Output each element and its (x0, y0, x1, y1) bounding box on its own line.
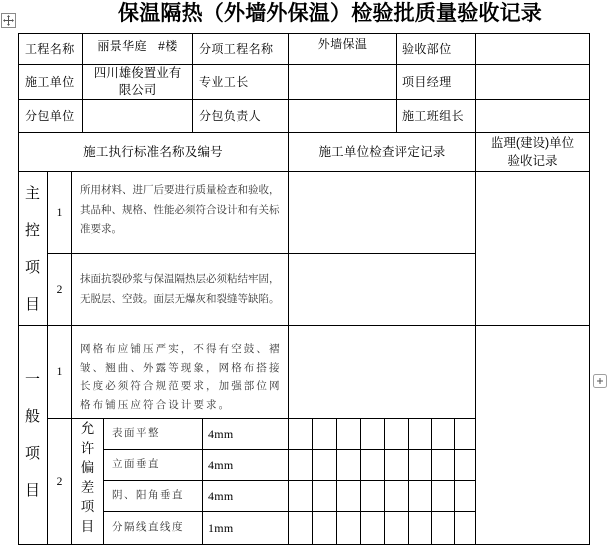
tolerance-check-cell[interactable] (409, 419, 432, 450)
tolerance-item-label: 表面平整 (104, 419, 203, 450)
acceptance-part-label: 验收部位 (397, 33, 476, 65)
general-item-text: 网格布应铺压严实，不得有空鼓、褶皱、翘曲、外露等现象，网格布搭接长度必须符合规范要求，加强部位网格布铺压应符合设计要求。 (80, 344, 282, 412)
tolerance-check-cell[interactable] (385, 512, 409, 545)
tolerance-check-cell[interactable] (313, 419, 337, 450)
supervisor-check-header-text: 监理(建设)单位验收记录 (490, 136, 575, 168)
tolerance-check-cell[interactable] (313, 512, 337, 545)
insert-column-icon[interactable] (593, 374, 607, 388)
subcontractor-label: 分包单位 (18, 100, 83, 133)
subcontractor-value[interactable] (83, 100, 193, 133)
tolerance-check-cell[interactable] (432, 450, 455, 481)
project-name-value[interactable]: 丽景华庭 #楼 (83, 33, 193, 65)
tolerance-check-cell[interactable] (455, 481, 476, 512)
main-control-item-number: 1 (48, 172, 72, 254)
contractor-check-column-header: 施工单位检查评定记录 (289, 133, 476, 172)
general-item-number: 1 (48, 326, 72, 419)
tolerance-check-cell[interactable] (455, 419, 476, 450)
main-control-label-text: 主控项目 (25, 184, 41, 313)
tolerance-item-value[interactable]: 4mm (203, 419, 289, 450)
tolerance-item-value[interactable]: 4mm (203, 481, 289, 512)
tolerance-check-cell[interactable] (361, 450, 385, 481)
tolerance-check-cell[interactable] (385, 450, 409, 481)
general-item-cell[interactable] (72, 326, 289, 419)
team-leader-label: 施工班组长 (397, 100, 476, 133)
tolerance-item-label: 分隔线直线度 (104, 512, 203, 545)
tolerance-check-cell[interactable] (337, 419, 361, 450)
tolerance-check-cell[interactable] (313, 481, 337, 512)
general-section-label (18, 326, 48, 545)
main-control-supervisor-record[interactable] (476, 172, 590, 326)
supervisor-check-column-header (476, 133, 590, 172)
main-control-item-text: 抹面抗裂砂浆与保温隔热层必须粘结牢固，无脱层、空鼓。面层无爆灰和裂缝等缺陷。 (80, 274, 280, 305)
tolerance-item-label: 立面垂直 (104, 450, 203, 481)
foreman-label: 专业工长 (193, 65, 289, 100)
acceptance-record-table (18, 33, 590, 545)
construction-unit-label: 施工单位 (18, 65, 83, 100)
page-title: 保温隔热（外墙外保温）检验批质量验收记录 (118, 2, 542, 25)
main-control-check-record[interactable] (289, 172, 476, 254)
general-supervisor-record[interactable] (476, 326, 590, 545)
tolerance-check-cell[interactable] (337, 450, 361, 481)
main-control-check-record[interactable] (289, 254, 476, 326)
tolerance-check-cell[interactable] (361, 419, 385, 450)
construction-unit-value: 四川雄俊置业有限公司 (93, 66, 182, 97)
main-control-section-label (18, 172, 48, 326)
tolerance-check-cell[interactable] (432, 512, 455, 545)
tolerance-item-number: 2 (48, 419, 72, 545)
tolerance-check-cell[interactable] (432, 419, 455, 450)
sub-project-name-label: 分项工程名称 (193, 33, 289, 65)
tolerance-check-cell[interactable] (289, 512, 313, 545)
tolerance-check-cell[interactable] (337, 512, 361, 545)
foreman-value[interactable] (289, 65, 397, 100)
tolerance-check-cell[interactable] (385, 481, 409, 512)
table-move-icon[interactable] (1, 13, 16, 28)
main-control-item-number: 2 (48, 254, 72, 326)
project-manager-value[interactable] (476, 65, 590, 100)
tolerance-check-cell[interactable] (361, 512, 385, 545)
tolerance-check-cell[interactable] (289, 419, 313, 450)
subcontractor-lead-value[interactable] (289, 100, 397, 133)
team-leader-value[interactable] (476, 100, 590, 133)
tolerance-section-label (72, 419, 104, 545)
subcontractor-lead-label: 分包负责人 (193, 100, 289, 133)
tolerance-check-cell[interactable] (409, 481, 432, 512)
main-control-item-text: 所用材料、进厂后要进行质量检查和验收，其品种、规格、性能必须符合设计和有关标准要求。 (80, 185, 280, 236)
tolerance-check-cell[interactable] (409, 512, 432, 545)
main-control-item-cell[interactable] (72, 254, 289, 326)
general-check-record[interactable] (289, 326, 476, 419)
tolerance-check-cell[interactable] (455, 512, 476, 545)
acceptance-part-value[interactable] (476, 33, 590, 65)
project-manager-label: 项目经理 (397, 65, 476, 100)
tolerance-item-label: 阴、阳角垂直 (104, 481, 203, 512)
project-name-label: 工程名称 (18, 33, 83, 65)
tolerance-label-text: 允许偏差项目 (80, 421, 95, 534)
tolerance-check-cell[interactable] (289, 481, 313, 512)
tolerance-check-cell[interactable] (432, 481, 455, 512)
main-control-item-cell[interactable] (72, 172, 289, 254)
tolerance-item-value[interactable]: 1mm (203, 512, 289, 545)
tolerance-check-cell[interactable] (361, 481, 385, 512)
tolerance-check-cell[interactable] (289, 450, 313, 481)
tolerance-check-cell[interactable] (409, 450, 432, 481)
tolerance-check-cell[interactable] (337, 481, 361, 512)
tolerance-check-cell[interactable] (455, 450, 476, 481)
tolerance-item-value[interactable]: 4mm (203, 450, 289, 481)
standard-column-header: 施工执行标准名称及编号 (18, 133, 289, 172)
general-label-text: 一般项目 (25, 371, 41, 499)
tolerance-check-cell[interactable] (385, 419, 409, 450)
sub-project-name-value[interactable]: 外墙保温 (289, 33, 397, 65)
tolerance-check-cell[interactable] (313, 450, 337, 481)
construction-unit-cell[interactable] (83, 65, 193, 100)
